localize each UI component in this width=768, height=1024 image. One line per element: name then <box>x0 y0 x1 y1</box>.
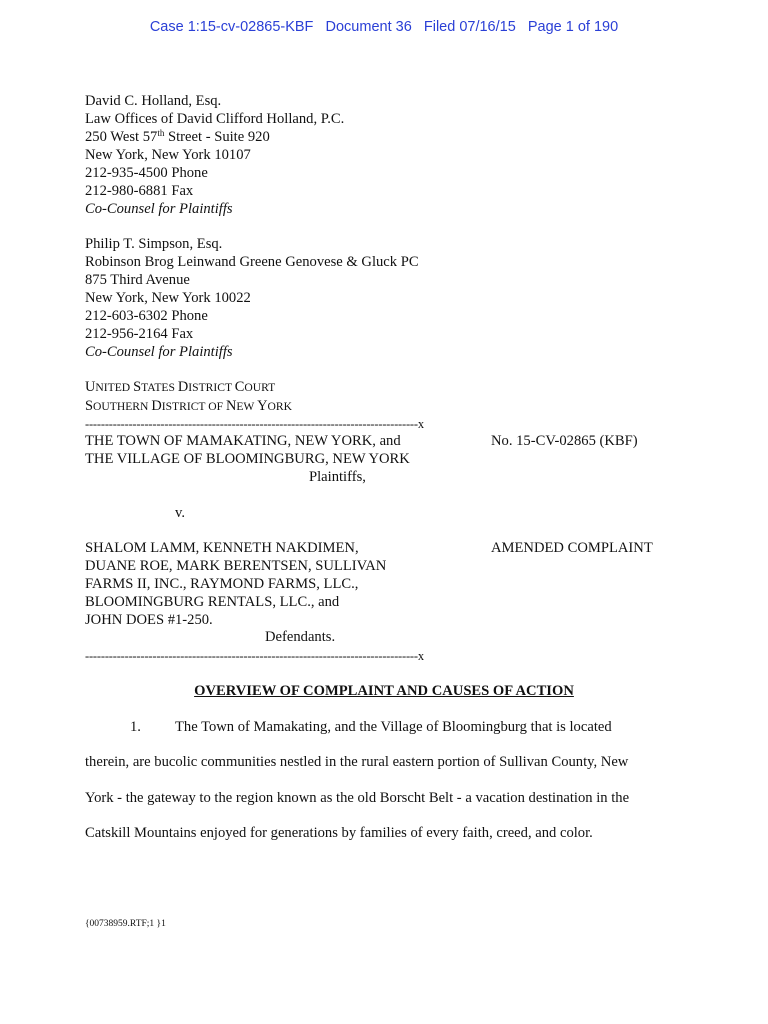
counsel-firm: Law Offices of David Clifford Holland, P.C. <box>85 111 345 127</box>
case-number: No. 15-CV-02865 (KBF) <box>491 433 638 449</box>
ecf-case-number: Case 1:15-cv-02865-KBF <box>149 19 314 35</box>
counsel-address: 875 Third Avenue <box>85 272 190 288</box>
counsel-role: Co-Counsel for Plaintiffs <box>85 344 233 360</box>
defendant-line: JOHN DOES #1-250. <box>85 612 213 628</box>
counsel-city: New York, New York 10107 <box>85 147 251 163</box>
ecf-filed-date: Filed 07/16/15 <box>423 19 516 35</box>
counsel-fax: 212-956-2164 Fax <box>85 326 194 342</box>
plaintiffs-label: Plaintiffs, <box>309 469 366 485</box>
counsel-role: Co-Counsel for Plaintiffs <box>85 201 233 217</box>
counsel-name: David C. Holland, Esq. <box>85 93 222 109</box>
counsel-fax: 212-980-6881 Fax <box>85 183 194 199</box>
defendants-label: Defendants. <box>265 629 336 645</box>
paragraph-line: Catskill Mountains enjoyed for generations by families of every faith, creed, and color. <box>85 825 593 841</box>
counsel-phone: 212-935-4500 Phone <box>85 165 208 181</box>
counsel-address: 250 West 57th Street - Suite 920 <box>85 128 270 145</box>
paragraph-line: The Town of Mamakating, and the Village of Bloomingburg that is located <box>175 719 612 735</box>
counsel-phone: 212-603-6302 Phone <box>85 308 208 324</box>
counsel-block-simpson <box>85 235 419 361</box>
court-line-2: SOUTHERN DISTRICT OF NEW YORK <box>85 398 292 414</box>
defendant-line: DUANE ROE, MARK BERENTSEN, SULLIVAN <box>85 558 387 574</box>
caption-divider-top: ------------------------------------------------------------------------------------x <box>85 417 424 431</box>
caption-divider-bottom: ------------------------------------------------------------------------------------x <box>85 649 424 663</box>
counsel-firm: Robinson Brog Leinwand Greene Genovese & Gluck PC <box>85 254 419 270</box>
plaintiffs-block <box>85 432 410 468</box>
defendants-block <box>85 539 386 629</box>
plaintiff-line: THE TOWN OF MAMAKATING, NEW YORK, and <box>85 433 401 449</box>
plaintiff-line: THE VILLAGE OF BLOOMINGBURG, NEW YORK <box>85 451 410 467</box>
defendant-line: FARMS II, INC., RAYMOND FARMS, LLC., <box>85 576 359 592</box>
paragraph-line: therein, are bucolic communities nestled in the rural eastern portion of Sullivan County, New <box>85 754 629 770</box>
paragraph-number: 1. <box>130 719 141 735</box>
ecf-header <box>0 18 768 36</box>
document-footer: {00738959.RTF;1 }1 <box>85 919 166 929</box>
counsel-city: New York, New York 10022 <box>85 290 251 306</box>
defendant-line: BLOOMINGBURG RENTALS, LLC., and <box>85 594 340 610</box>
document-title: AMENDED COMPLAINT <box>491 540 653 556</box>
defendant-line: SHALOM LAMM, KENNETH NAKDIMEN, <box>85 540 359 556</box>
court-line-1: UNITED STATES DISTRICT COURT <box>85 379 276 395</box>
ecf-document-number: Document 36 <box>325 19 412 35</box>
versus: v. <box>175 505 185 521</box>
counsel-name: Philip T. Simpson, Esq. <box>85 236 223 252</box>
court-name <box>85 378 292 416</box>
ecf-page-count: Page 1 of 190 <box>527 19 619 35</box>
paragraph-line: York - the gateway to the region known as the old Borscht Belt - a vacation destination in the <box>85 790 630 806</box>
counsel-block-holland <box>85 92 344 218</box>
section-heading: OVERVIEW OF COMPLAINT AND CAUSES OF ACTION <box>194 683 574 699</box>
